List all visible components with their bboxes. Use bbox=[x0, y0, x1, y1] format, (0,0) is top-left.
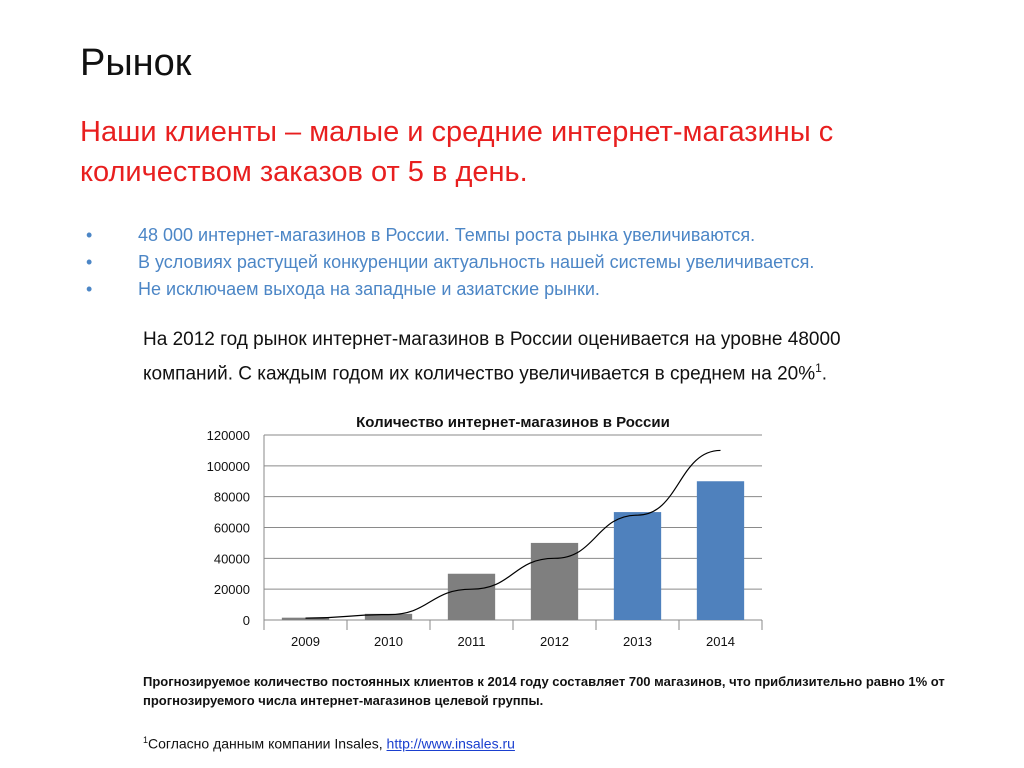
paragraph-footnote-ref: 1 bbox=[815, 361, 822, 375]
footnote bbox=[143, 735, 843, 752]
bullet-item bbox=[80, 276, 980, 303]
bullet-item bbox=[80, 249, 980, 276]
slide-title: Рынок bbox=[80, 42, 192, 84]
chart-svg bbox=[180, 405, 780, 665]
y-tick-label: 0 bbox=[242, 613, 250, 628]
bar-2012 bbox=[531, 543, 578, 620]
x-tick-label: 2011 bbox=[457, 634, 486, 649]
bar-2011 bbox=[448, 574, 495, 620]
bullet-icon: • bbox=[86, 225, 93, 245]
x-tick-label: 2013 bbox=[623, 634, 652, 649]
footnote-text: Согласно данным компании Insales, bbox=[148, 735, 387, 752]
bullet-icon: • bbox=[86, 279, 93, 299]
footnote-number: 1 bbox=[143, 735, 149, 745]
y-tick-label: 60000 bbox=[213, 520, 250, 536]
x-tick-label: 2012 bbox=[540, 634, 569, 649]
y-tick-label: 80000 bbox=[213, 489, 250, 505]
paragraph-end: . bbox=[821, 363, 828, 385]
bar-2014 bbox=[697, 481, 744, 620]
chart-title: Количество интернет-магазинов в России bbox=[356, 414, 670, 431]
bullet-item bbox=[80, 222, 980, 249]
market-paragraph bbox=[143, 326, 923, 388]
bullet-text: Не исключаем выхода на западные и азиатские рынки. bbox=[138, 279, 600, 299]
slide-subtitle: Наши клиенты – малые и средние интернет-магазины с количеством заказов от 5 в день. bbox=[80, 116, 834, 188]
x-tick-label: 2014 bbox=[706, 634, 735, 649]
bar-2013 bbox=[614, 512, 661, 620]
x-tick-label: 2009 bbox=[291, 634, 320, 649]
bullet-text: 48 000 интернет-магазинов в России. Темпы роста рынка увеличиваются. bbox=[138, 225, 756, 245]
insales-link[interactable]: http://www.insales.ru bbox=[386, 735, 515, 752]
paragraph-text: На 2012 год рынок интернет-магазинов в России оценивается на уровне 48000 компаний. С каждым годом их количество увеличивается в среднем на 20% bbox=[143, 329, 841, 385]
bullet-list bbox=[80, 222, 980, 303]
bullet-text: В условиях растущей конкуренции актуальность нашей системы увеличивается. bbox=[138, 252, 815, 272]
y-tick-label: 120000 bbox=[206, 428, 250, 443]
forecast-note: Прогнозируемое количество постоянных клиентов к 2014 году составляет 700 магазинов, что приблизительно равно 1% от прогнозируемого числа интернет-магазинов целевой группы. bbox=[143, 674, 945, 708]
y-tick-label: 40000 bbox=[213, 551, 250, 567]
y-tick-label: 20000 bbox=[213, 582, 250, 598]
bar-chart bbox=[180, 405, 780, 665]
y-tick-label: 100000 bbox=[206, 458, 250, 474]
x-tick-label: 2010 bbox=[374, 634, 403, 649]
bullet-icon: • bbox=[86, 252, 93, 272]
